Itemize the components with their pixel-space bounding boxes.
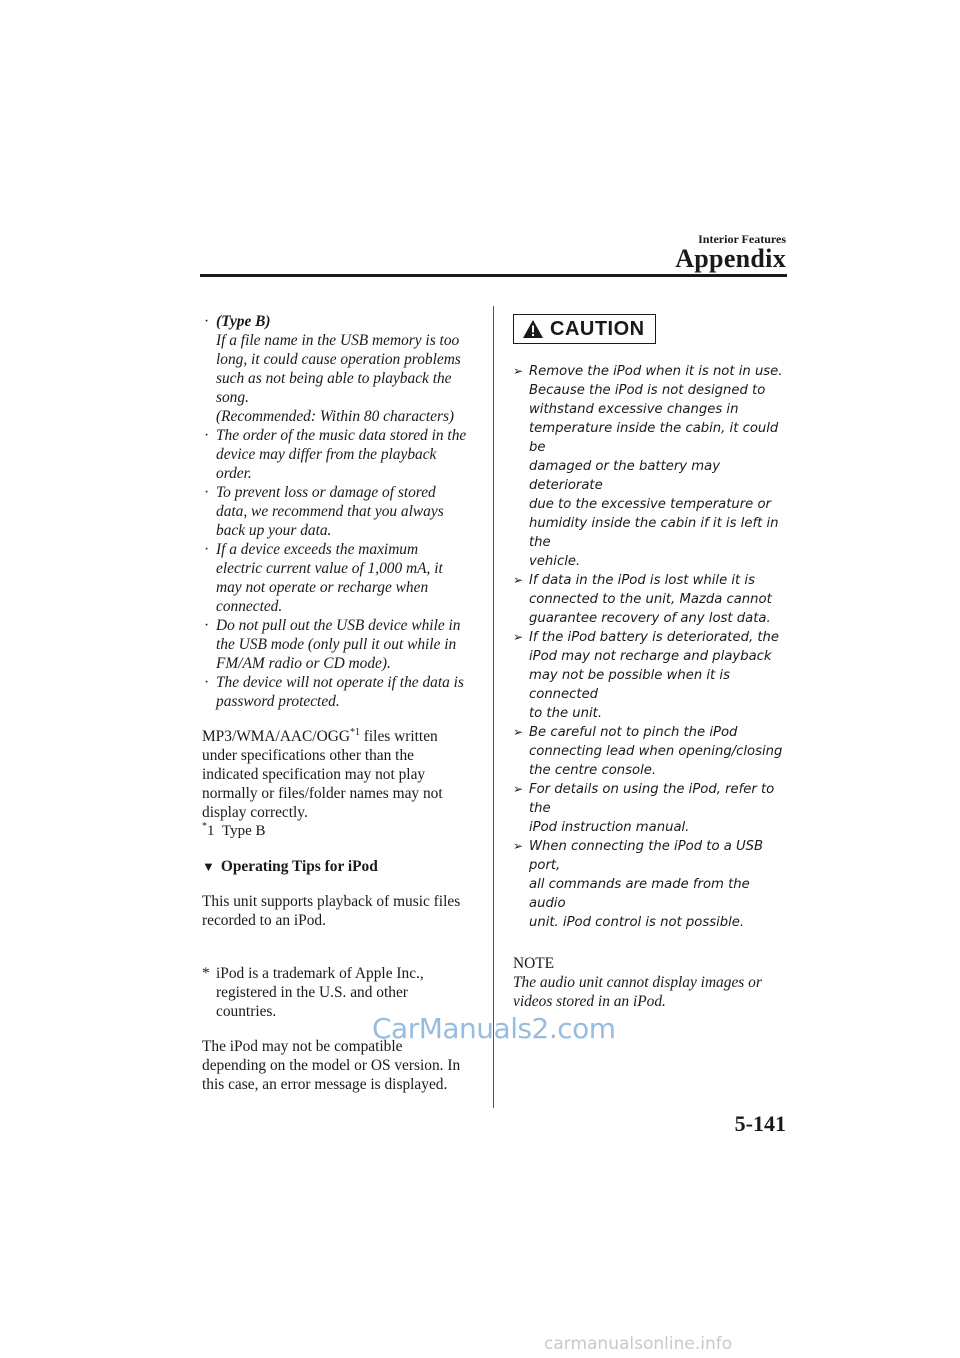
footnote-ref: *1 bbox=[349, 727, 360, 738]
caution-item bbox=[513, 628, 789, 723]
column-divider bbox=[493, 306, 494, 1108]
note-label: NOTE bbox=[513, 955, 555, 972]
caution-line: humidity inside the cabin if it is left in the bbox=[529, 516, 779, 550]
caution-line: Because the iPod is not designed to bbox=[529, 383, 766, 398]
caution-line: damaged or the battery may deteriorate bbox=[529, 459, 720, 493]
caution-line: iPod instruction manual. bbox=[529, 820, 690, 835]
caution-line: vehicle. bbox=[529, 554, 581, 569]
bullet-line: To prevent loss or damage of stored bbox=[216, 484, 436, 501]
bullet-line: device may differ from the playback bbox=[216, 446, 437, 463]
bullet-dot: · bbox=[204, 617, 210, 634]
caution-item bbox=[513, 362, 789, 571]
bullet-line: order. bbox=[216, 465, 252, 482]
caution-item bbox=[513, 723, 789, 780]
caution-item bbox=[513, 780, 789, 837]
bullet-line: The order of the music data stored in the bbox=[216, 427, 467, 444]
caution-line: connecting lead when opening/closing bbox=[529, 744, 783, 759]
header-rule bbox=[200, 274, 787, 277]
chapter-title: Appendix bbox=[675, 244, 786, 273]
bullet-line: data, we recommend that you always bbox=[216, 503, 444, 520]
bullet-line: The device will not operate if the data is bbox=[216, 674, 464, 691]
list-item bbox=[202, 673, 480, 711]
bullet-line: FM/AM radio or CD mode). bbox=[216, 655, 391, 672]
bullet-line: If a file name in the USB memory is too bbox=[216, 332, 460, 349]
ipod-intro-paragraph: This unit supports playback of music files recorded to an iPod. bbox=[202, 893, 461, 929]
caution-line: the centre console. bbox=[529, 763, 657, 778]
caution-line: connected to the unit, Mazda cannot bbox=[529, 592, 772, 607]
bullet-line: back up your data. bbox=[216, 522, 332, 539]
bullet-subtitle: (Type B) bbox=[216, 313, 271, 330]
bullet-line: the USB mode (only pull it out while in bbox=[216, 636, 457, 653]
usb-notes-list bbox=[202, 312, 480, 711]
list-item bbox=[202, 616, 480, 673]
caution-line: When connecting the iPod to a USB port, bbox=[529, 839, 764, 873]
bullet-line: Do not pull out the USB device while in bbox=[216, 617, 461, 634]
caution-line: all commands are made from the audio bbox=[529, 877, 750, 911]
caution-line: may not be possible when it is connected bbox=[529, 668, 730, 702]
bullet-line: (Recommended: Within 80 characters) bbox=[216, 408, 455, 425]
arrow-bullet-icon: ➢ bbox=[513, 630, 524, 644]
bullet-line: such as not being able to playback the bbox=[216, 370, 452, 387]
arrow-bullet-icon: ➢ bbox=[513, 364, 524, 378]
caution-label: CAUTION bbox=[550, 317, 645, 340]
asterisk-marker: * bbox=[202, 965, 210, 982]
caution-line: iPod may not recharge and playback bbox=[529, 649, 772, 664]
format-paragraph: MP3/WMA/AAC/OGG$^{*1}$ files written under specifications other than the indicated specification may not play normally or files/folder names may not display correctly. bbox=[202, 727, 443, 821]
caution-line: due to the excessive temperature or bbox=[529, 497, 771, 512]
bullet-line: If a device exceeds the maximum bbox=[216, 541, 419, 558]
bullet-line: connected. bbox=[216, 598, 283, 615]
caution-line: withstand excessive changes in bbox=[529, 402, 739, 417]
bullet-line: long, it could cause operation problems bbox=[216, 351, 461, 368]
caution-line: If the iPod battery is deteriorated, the bbox=[529, 630, 779, 645]
warning-triangle-icon bbox=[522, 319, 544, 339]
arrow-bullet-icon: ➢ bbox=[513, 839, 524, 853]
site-watermark: carmanualsonline.info bbox=[544, 1334, 733, 1354]
caution-line: unit. iPod control is not possible. bbox=[529, 915, 745, 930]
list-item bbox=[202, 540, 480, 616]
caution-item bbox=[513, 837, 789, 932]
section-heading: ▼ Operating Tips for iPod bbox=[202, 858, 378, 875]
bullet-dot: · bbox=[204, 674, 210, 691]
caution-line: Remove the iPod when it is not in use. bbox=[529, 364, 783, 379]
list-item bbox=[202, 483, 480, 540]
footnote: *1 Type B bbox=[202, 821, 266, 839]
arrow-bullet-icon: ➢ bbox=[513, 782, 524, 796]
right-column bbox=[513, 314, 789, 1011]
left-column bbox=[202, 312, 480, 1094]
trademark-note: * iPod is a trademark of Apple Inc., registered in the U.S. and other countries. bbox=[202, 965, 424, 1020]
bullet-dot: · bbox=[204, 541, 210, 558]
triangle-marker-icon: ▼ bbox=[202, 859, 215, 874]
caution-banner bbox=[513, 314, 656, 344]
list-item bbox=[202, 426, 480, 483]
section-title: Interior Features bbox=[698, 232, 786, 246]
bullet-line: song. bbox=[216, 389, 249, 406]
bullet-line: may not operate or recharge when bbox=[216, 579, 429, 596]
caution-line: For details on using the iPod, refer to the bbox=[529, 782, 775, 816]
caution-line: If data in the iPod is lost while it is bbox=[529, 573, 755, 588]
arrow-bullet-icon: ➢ bbox=[513, 573, 524, 587]
watermark: CarManuals2.com bbox=[372, 1012, 616, 1045]
caution-item bbox=[513, 571, 789, 628]
caution-line: to the unit. bbox=[529, 706, 603, 721]
bullet-dot: · bbox=[204, 313, 210, 330]
compatibility-paragraph: The iPod may not be compatible depending on the model or OS version. In this case, an error message is displayed. bbox=[202, 1038, 461, 1093]
arrow-bullet-icon: ➢ bbox=[513, 725, 524, 739]
page-number: 5-141 bbox=[734, 1111, 786, 1136]
caution-line: Be careful not to pinch the iPod bbox=[529, 725, 738, 740]
caution-line: guarantee recovery of any lost data. bbox=[529, 611, 771, 626]
caution-line: temperature inside the cabin, it could be bbox=[529, 421, 779, 455]
note-block: NOTE The audio unit cannot display images or videos stored in an iPod. bbox=[513, 954, 789, 1011]
caution-list bbox=[513, 362, 789, 932]
bullet-line: password protected. bbox=[216, 693, 340, 710]
bullet-dot: · bbox=[204, 427, 210, 444]
bullet-dot: · bbox=[204, 484, 210, 501]
bullet-line: electric current value of 1,000 mA, it bbox=[216, 560, 443, 577]
list-item bbox=[202, 312, 480, 426]
